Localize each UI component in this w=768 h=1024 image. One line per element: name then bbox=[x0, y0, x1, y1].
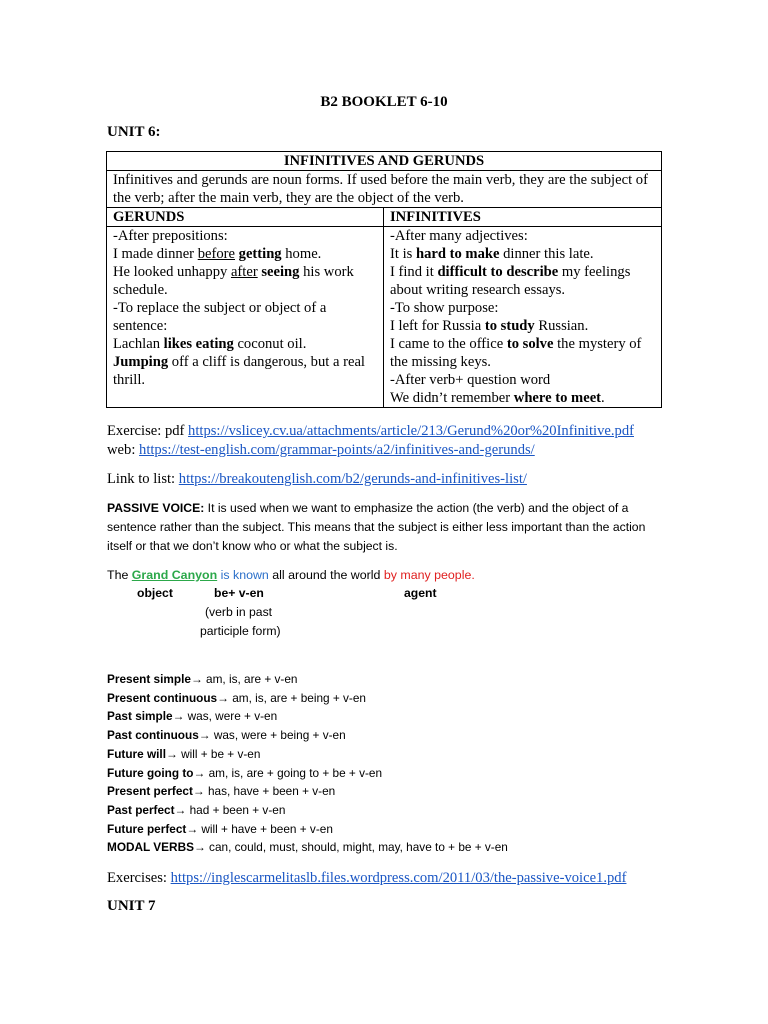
passive-voice-text: It is used when we want to emphasize the action (the verb) and the object of a sentence rather than the subject. This means that the subject is either less important than the action itself or that we don’t know who or what the subject is. bbox=[107, 501, 646, 553]
table-header: INFINITIVES AND GERUNDS bbox=[107, 152, 662, 171]
exercise-pdf-line bbox=[107, 422, 634, 440]
gerund-line: sentence: bbox=[113, 318, 168, 334]
tense-name: Past continuous bbox=[107, 728, 199, 743]
infinitives-gerunds-table bbox=[106, 151, 662, 408]
arrow-icon: → bbox=[166, 746, 178, 761]
tense-formula: will + be + v-en bbox=[177, 746, 261, 761]
exercises-label: Exercises: bbox=[107, 870, 171, 886]
infinitive-example: I left for Russia to study Russian. bbox=[390, 318, 589, 334]
gerund-example: He looked unhappy after seeing his work bbox=[113, 264, 354, 280]
arrow-icon: → bbox=[172, 709, 185, 724]
link-to-list-label: Link to list: bbox=[107, 471, 179, 487]
tense-name: Past perfect bbox=[107, 802, 175, 817]
tense-formula: will + have + been + v-en bbox=[198, 821, 333, 836]
link-to-list-link[interactable]: https://breakoutenglish.com/b2/gerunds-and-infinitives-list/ bbox=[178, 471, 527, 487]
gerund-line: -To replace the subject or object of a bbox=[113, 300, 327, 316]
arrow-icon: → bbox=[186, 821, 199, 836]
tense-row bbox=[107, 820, 508, 839]
exercise-pdf-link[interactable]: https://vslicey.cv.ua/attachments/article/213/Gerund%20or%20Infinitive.pdf bbox=[188, 423, 634, 439]
tense-formula: can, could, must, should, might, may, have to + be + v-en bbox=[205, 840, 508, 855]
tense-row bbox=[107, 726, 508, 745]
gerund-example: I made dinner before getting home. bbox=[113, 246, 322, 262]
gerund-line: schedule. bbox=[113, 282, 168, 298]
passive-example-sentence: The Grand Canyon is known all around the world by many people. bbox=[107, 568, 475, 582]
tense-name: MODAL VERBS bbox=[107, 840, 194, 855]
tense-row bbox=[107, 801, 508, 820]
infinitive-line: the missing keys. bbox=[390, 354, 491, 370]
tense-name: Past simple bbox=[107, 709, 173, 724]
tense-name: Present continuous bbox=[107, 690, 218, 705]
column-header-gerunds: GERUNDS bbox=[107, 208, 384, 227]
arrow-icon: → bbox=[217, 690, 229, 705]
tense-name: Present simple bbox=[107, 672, 191, 686]
tense-formula: am, is, are + being + v-en bbox=[228, 690, 366, 705]
infinitives-cell bbox=[384, 227, 662, 408]
arrow-icon: → bbox=[190, 672, 203, 686]
gerund-example: Lachlan likes eating coconut oil. bbox=[113, 336, 307, 352]
tense-name: Future going to bbox=[107, 765, 194, 780]
table-intro: Infinitives and gerunds are noun forms. If used before the main verb, they are the subject of the verb; after the main verb, they are the object of the verb. bbox=[107, 171, 662, 208]
exercise-web-label: web: bbox=[107, 442, 140, 458]
passive-voice-paragraph bbox=[107, 499, 647, 556]
column-header-infinitives: INFINITIVES bbox=[384, 208, 662, 227]
infinitive-line: -After verb+ question word bbox=[390, 372, 551, 388]
exercise-pdf-label: Exercise: pdf bbox=[107, 423, 189, 439]
link-to-list-line bbox=[107, 470, 527, 488]
tense-formula: was, were + being + v-en bbox=[210, 728, 346, 743]
tense-row bbox=[107, 764, 508, 783]
gerund-line: thrill. bbox=[113, 372, 146, 388]
tense-row bbox=[107, 782, 508, 801]
tense-formula: has, have + been + v-en bbox=[204, 784, 336, 799]
tense-row bbox=[107, 670, 508, 689]
tense-name: Present perfect bbox=[107, 784, 193, 799]
example-object: Grand Canyon bbox=[131, 568, 218, 582]
arrow-icon: → bbox=[193, 765, 206, 780]
label-agent: agent bbox=[404, 586, 437, 600]
unit-6-heading: UNIT 6: bbox=[107, 124, 161, 140]
label-object: object bbox=[137, 586, 173, 600]
infinitive-line: -After many adjectives: bbox=[390, 228, 528, 244]
tense-row bbox=[107, 707, 508, 726]
gerunds-cell bbox=[107, 227, 384, 408]
label-verb-note: (verb in past bbox=[205, 605, 273, 619]
exercise-web-line bbox=[107, 441, 535, 459]
example-agent: by many people. bbox=[383, 568, 475, 582]
tense-formula: was, were + v-en bbox=[184, 709, 278, 724]
arrow-icon: → bbox=[198, 728, 211, 743]
infinitive-example: I came to the office to solve the mystery of bbox=[390, 336, 642, 352]
tense-formula: am, is, are + v-en bbox=[202, 672, 298, 686]
arrow-icon: → bbox=[192, 784, 205, 799]
arrow-icon: → bbox=[174, 802, 187, 817]
tense-row bbox=[107, 745, 508, 764]
page-title: B2 BOOKLET 6-10 bbox=[320, 94, 448, 110]
tense-name: Future perfect bbox=[107, 821, 187, 836]
label-verb-note: participle form) bbox=[200, 624, 281, 638]
infinitive-line: -To show purpose: bbox=[390, 300, 499, 316]
infinitive-line: about writing research essays. bbox=[390, 282, 566, 298]
passive-voice-heading: PASSIVE VOICE: bbox=[107, 501, 205, 515]
gerund-line: -After prepositions: bbox=[113, 228, 228, 244]
tense-formula: had + been + v-en bbox=[186, 802, 286, 817]
tense-formula: am, is, are + going to + be + v-en bbox=[205, 765, 383, 780]
label-verb: be+ v-en bbox=[214, 586, 264, 600]
gerund-example: Jumping off a cliff is dangerous, but a real bbox=[113, 354, 365, 370]
infinitive-example: I find it difficult to describe my feelings bbox=[390, 264, 631, 280]
passive-tense-list bbox=[107, 670, 508, 857]
example-verb: is known bbox=[217, 568, 269, 582]
arrow-icon: → bbox=[193, 840, 206, 855]
tense-row bbox=[107, 838, 508, 857]
unit-7-heading: UNIT 7 bbox=[107, 898, 156, 914]
exercises-line bbox=[107, 869, 626, 887]
infinitive-example: We didn’t remember where to meet. bbox=[390, 390, 605, 406]
tense-row bbox=[107, 689, 508, 708]
exercises-link[interactable]: https://inglescarmelitaslb.files.wordpress.com/2011/03/the-passive-voice1.pdf bbox=[170, 870, 627, 886]
tense-name: Future will bbox=[107, 746, 166, 761]
exercise-web-link[interactable]: https://test-english.com/grammar-points/a2/infinitives-and-gerunds/ bbox=[139, 442, 535, 458]
infinitive-example: It is hard to make dinner this late. bbox=[390, 246, 594, 262]
